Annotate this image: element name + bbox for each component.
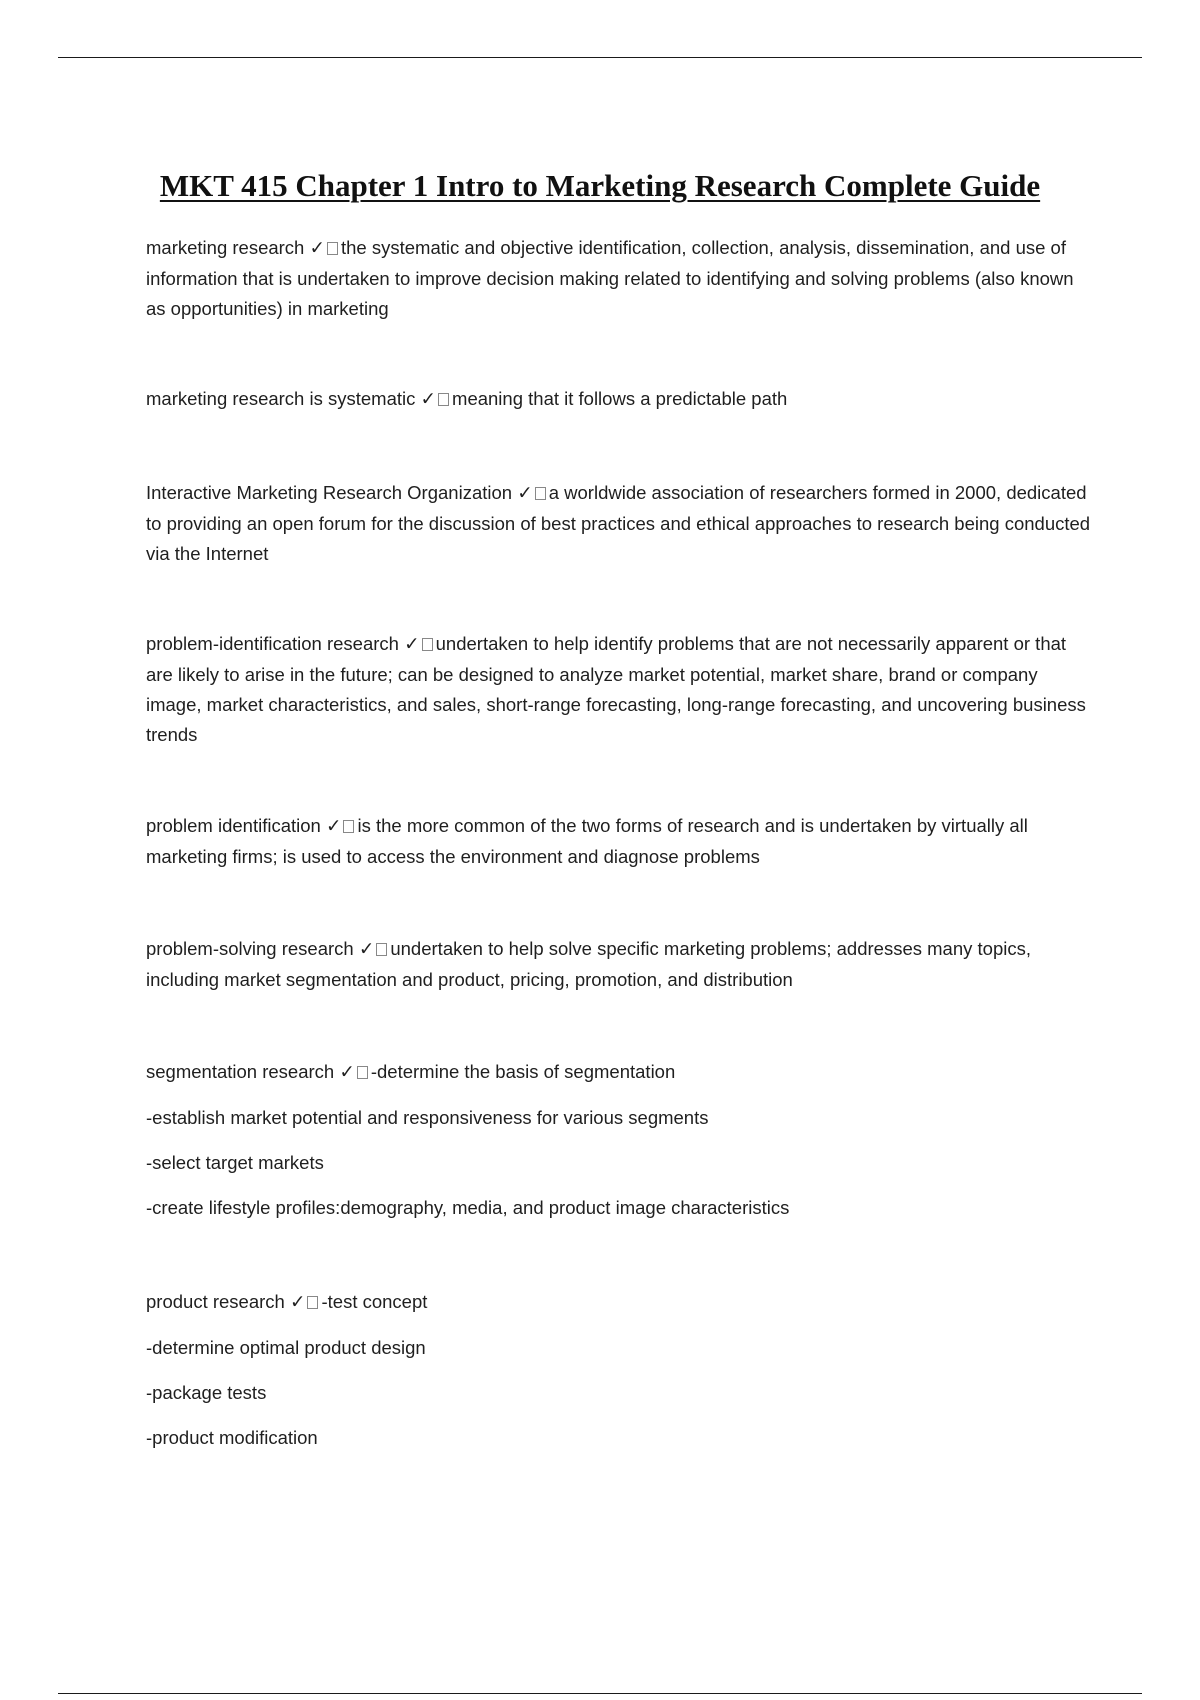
entry-problem-solving-research	[146, 934, 1096, 995]
document-title: MKT 415 Chapter 1 Intro to Marketing Research Complete Guide	[159, 168, 1041, 203]
list-item: -product modification	[146, 1427, 318, 1448]
term: segmentation research	[146, 1061, 335, 1082]
missing-glyph-box-icon	[343, 820, 354, 833]
definition: meaning that it follows a predictable path	[452, 388, 788, 409]
check-icon: ✓	[420, 389, 437, 410]
definition: is the more common of the two forms of research and is undertaken by virtually all marketing firms; is used to access the environment and diagnose problems	[146, 815, 1028, 867]
list-item: -determine optimal product design	[146, 1337, 426, 1358]
missing-glyph-box-icon	[327, 242, 338, 255]
term: Interactive Marketing Research Organization	[146, 482, 513, 503]
missing-glyph-box-icon	[376, 943, 387, 956]
check-icon: ✓	[309, 238, 325, 259]
entry-text	[146, 629, 1096, 750]
check-icon: ✓	[289, 1292, 306, 1313]
definition: -test concept	[321, 1291, 428, 1312]
entry-problem-identification	[146, 811, 1096, 872]
definition: -determine the basis of segmentation	[370, 1061, 676, 1082]
term: marketing research	[146, 237, 305, 258]
entry-marketing-research-systematic	[146, 384, 1096, 415]
list-item: -create lifestyle profiles:demography, media, and product image characteristics	[146, 1197, 790, 1218]
missing-glyph-box-icon	[422, 638, 433, 651]
check-icon: ✓	[339, 1062, 355, 1083]
entry-text	[146, 233, 1096, 324]
definition: a worldwide association of researchers formed in 2000, dedicated to providing an open forum for the discussion of best practices and ethical approaches to research being conducted via the Internet	[146, 482, 1091, 564]
list-item: -establish market potential and responsiveness for various segments	[146, 1107, 709, 1128]
definition: undertaken to help solve specific marketing problems; addresses many topics, including market segmentation and product, pricing, promotion, and distribution	[146, 938, 1031, 990]
entry-problem-identification-research	[146, 629, 1096, 750]
term: product research	[146, 1291, 285, 1312]
entry-text	[146, 1287, 1096, 1318]
entry-marketing-research	[146, 233, 1096, 324]
list-item: -package tests	[146, 1382, 267, 1403]
check-icon: ✓	[404, 634, 420, 655]
entry-text	[146, 1057, 1096, 1088]
term: marketing research is systematic	[146, 388, 416, 409]
missing-glyph-box-icon	[438, 393, 449, 406]
check-icon: ✓	[358, 939, 375, 960]
missing-glyph-box-icon	[307, 1296, 318, 1309]
term: problem-identification research	[146, 633, 399, 654]
missing-glyph-box-icon	[357, 1066, 368, 1079]
entry-product-research	[146, 1287, 1096, 1453]
header-rule	[58, 57, 1142, 58]
entry-text	[146, 811, 1096, 872]
term: problem-solving research	[146, 938, 354, 959]
check-icon: ✓	[325, 816, 342, 837]
footer-rule	[58, 1693, 1142, 1694]
check-icon: ✓	[517, 483, 533, 504]
missing-glyph-box-icon	[535, 487, 546, 500]
term: problem identification	[146, 815, 321, 836]
entry-segmentation-research	[146, 1057, 1096, 1223]
entry-imro	[146, 478, 1096, 569]
definition: undertaken to help identify problems that are not necessarily apparent or that are likely to arise in the future; can be designed to analyze market potential, market share, brand or company image, market characteristics, and sales, short-range forecasting, long-range forecasting, and uncovering business trends	[146, 633, 1086, 745]
entry-text	[146, 934, 1096, 995]
definition: the systematic and objective identification, collection, analysis, dissemination, and use of information that is undertaken to improve decision making related to identifying and solving problems (also known as opportunities) in marketing	[146, 237, 1074, 319]
list-item: -select target markets	[146, 1152, 324, 1173]
entry-text	[146, 384, 1096, 415]
entry-text	[146, 478, 1096, 569]
